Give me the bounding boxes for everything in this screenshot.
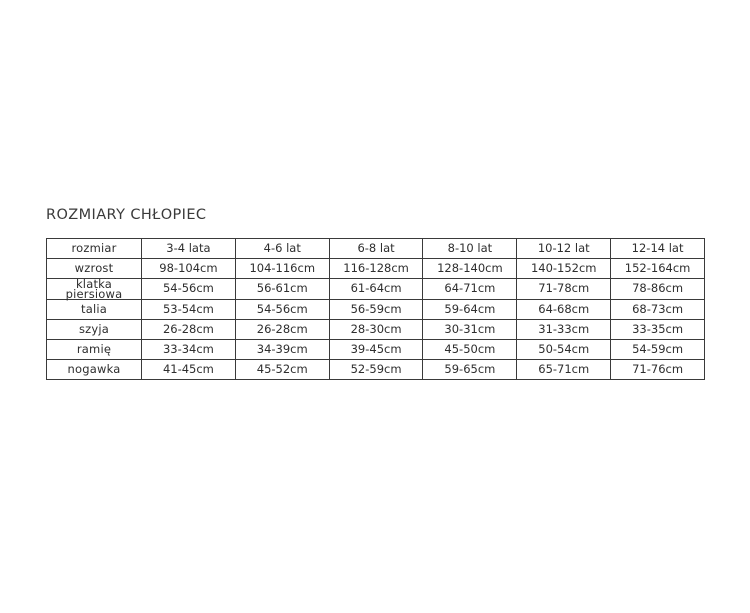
table-row	[47, 300, 705, 320]
table-cell: 33-35cm	[611, 320, 705, 340]
table-cell: 71-76cm	[611, 360, 705, 380]
table-cell: 68-73cm	[611, 300, 705, 320]
table-header-row	[47, 239, 705, 259]
table-cell: 54-59cm	[611, 340, 705, 360]
column-header: 4-6 lat	[235, 239, 329, 259]
table-cell: 71-78cm	[517, 279, 611, 300]
row-label: ramię	[47, 340, 142, 360]
table-cell: 59-64cm	[423, 300, 517, 320]
row-label-line: klatka	[75, 277, 113, 291]
row-label	[47, 279, 142, 300]
table-cell: 54-56cm	[142, 279, 236, 300]
table-cell: 56-61cm	[235, 279, 329, 300]
page-title: ROZMIARY CHŁOPIEC	[46, 207, 207, 223]
table-cell: 128-140cm	[423, 259, 517, 279]
table-row	[47, 279, 705, 300]
table-cell: 64-68cm	[517, 300, 611, 320]
table-cell: 64-71cm	[423, 279, 517, 300]
table-cell: 30-31cm	[423, 320, 517, 340]
row-label: rozmiar	[47, 239, 142, 259]
row-label: nogawka	[47, 360, 142, 380]
table-cell: 104-116cm	[235, 259, 329, 279]
table-cell: 28-30cm	[329, 320, 423, 340]
table-cell: 78-86cm	[611, 279, 705, 300]
size-table	[46, 238, 705, 380]
table-cell: 33-34cm	[142, 340, 236, 360]
table-cell: 26-28cm	[142, 320, 236, 340]
table-cell: 140-152cm	[517, 259, 611, 279]
column-header: 12-14 lat	[611, 239, 705, 259]
table-cell: 26-28cm	[235, 320, 329, 340]
table-cell: 50-54cm	[517, 340, 611, 360]
column-header: 10-12 lat	[517, 239, 611, 259]
row-label-line: piersiowa	[65, 287, 123, 301]
table-row	[47, 360, 705, 380]
table-cell: 31-33cm	[517, 320, 611, 340]
row-label: talia	[47, 300, 142, 320]
table-cell: 59-65cm	[423, 360, 517, 380]
row-label: szyja	[47, 320, 142, 340]
table-cell: 61-64cm	[329, 279, 423, 300]
table-cell: 65-71cm	[517, 360, 611, 380]
table-row	[47, 259, 705, 279]
table-cell: 45-52cm	[235, 360, 329, 380]
table-cell: 54-56cm	[235, 300, 329, 320]
table-row	[47, 320, 705, 340]
table-cell: 56-59cm	[329, 300, 423, 320]
table-cell: 34-39cm	[235, 340, 329, 360]
table-cell: 53-54cm	[142, 300, 236, 320]
table-cell: 52-59cm	[329, 360, 423, 380]
table-cell: 116-128cm	[329, 259, 423, 279]
column-header: 6-8 lat	[329, 239, 423, 259]
column-header: 8-10 lat	[423, 239, 517, 259]
table-cell: 41-45cm	[142, 360, 236, 380]
table-cell: 152-164cm	[611, 259, 705, 279]
table-cell: 39-45cm	[329, 340, 423, 360]
table-row	[47, 340, 705, 360]
table-cell: 98-104cm	[142, 259, 236, 279]
column-header: 3-4 lata	[142, 239, 236, 259]
table-cell: 45-50cm	[423, 340, 517, 360]
row-label: wzrost	[47, 259, 142, 279]
